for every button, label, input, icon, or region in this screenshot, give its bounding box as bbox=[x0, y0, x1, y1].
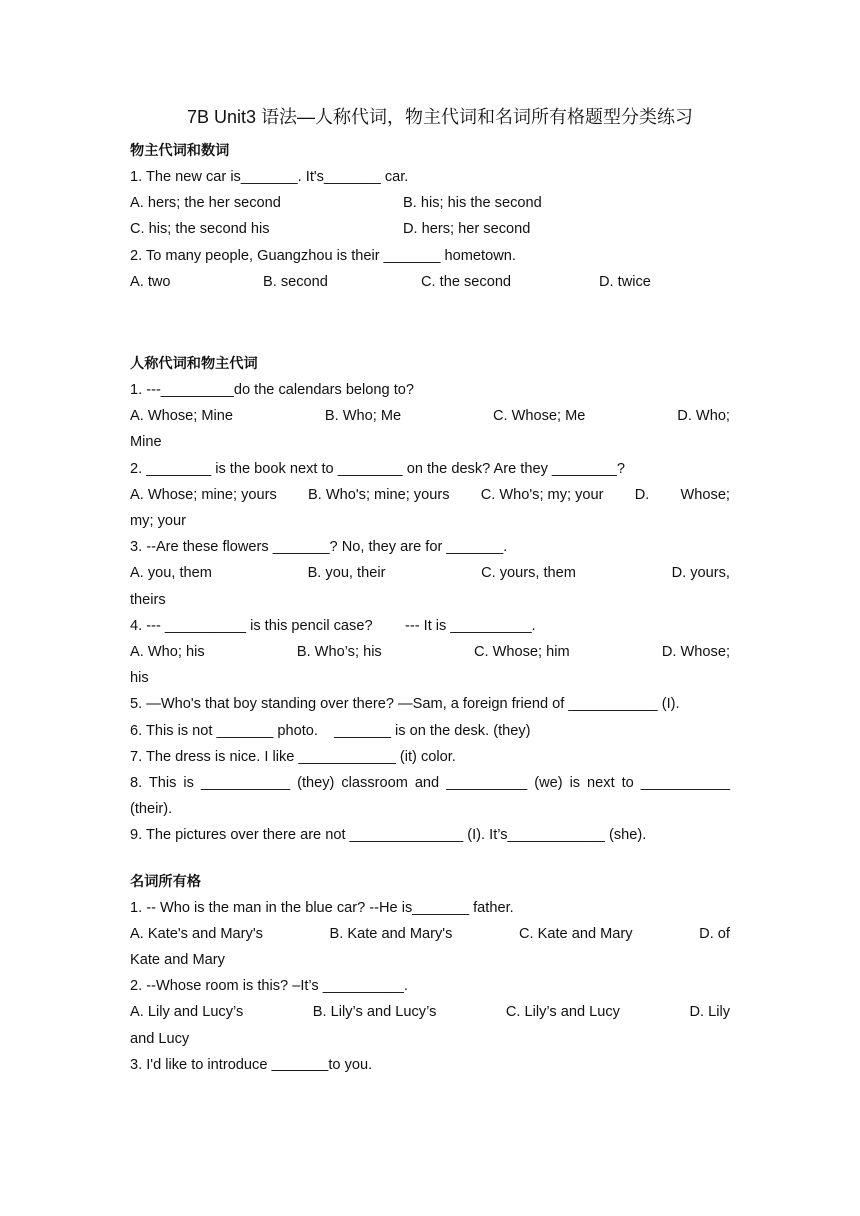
option-a: A. Lily and Lucy’s bbox=[130, 1004, 244, 1021]
option-c: C. Lily’s and Lucy bbox=[505, 1004, 620, 1021]
options-row bbox=[130, 269, 730, 295]
spacer bbox=[130, 295, 730, 351]
option-d: D. of bbox=[699, 925, 730, 942]
spacer bbox=[130, 849, 730, 869]
answer-blank[interactable]: _______ bbox=[271, 1056, 329, 1073]
page-title: 7B Unit3 语法—人称代词，物主代词和名词所有格题型分类练习 bbox=[186, 107, 694, 127]
option-a: A. Whose; Mine bbox=[130, 408, 234, 425]
option-c: C. Whose; him bbox=[473, 644, 570, 660]
question-text bbox=[130, 1052, 730, 1078]
option-d-text: Whose; bbox=[680, 486, 730, 503]
question-text: 2. To many people, Guangzhou is their _______ hometown. bbox=[130, 247, 516, 264]
option-b: B. Who’s; his bbox=[296, 644, 382, 660]
option-d: D. Lily bbox=[689, 1004, 730, 1021]
section-heading-noun-possessive: 名词所有格 bbox=[130, 873, 201, 890]
option-a: A. hers; the her second bbox=[130, 195, 281, 212]
options-row bbox=[130, 999, 730, 1025]
option-a: A. Kate's and Mary's bbox=[130, 925, 263, 942]
question-text: 5. —Who's that boy standing over there? —Sam, a foreign friend of ___________ (I). bbox=[130, 696, 680, 713]
question-text-start: 3. I'd like to introduce bbox=[130, 1056, 272, 1073]
option-b: B. second bbox=[263, 273, 328, 290]
option-b: B. Lily’s and Lucy’s bbox=[312, 1004, 437, 1021]
options-row bbox=[130, 560, 730, 586]
options-row bbox=[130, 190, 730, 216]
option-d: D. twice bbox=[599, 273, 651, 290]
option-continuation: Mine bbox=[130, 434, 162, 451]
question-text: 6. This is not _______ photo. _______ is on the desk. (they) bbox=[130, 722, 531, 739]
option-b: B. Who; Me bbox=[324, 408, 402, 425]
option-b: B. his; his the second bbox=[403, 195, 542, 212]
question-text: 2. --Whose room is this? –It’s __________. bbox=[130, 978, 408, 995]
option-a: A. Whose; mine; yours bbox=[130, 486, 277, 503]
question-text: 1. The new car is_______. It's_______ car. bbox=[130, 169, 409, 185]
options-row bbox=[130, 403, 730, 429]
options-row bbox=[130, 482, 730, 508]
option-b: B. you, their bbox=[307, 565, 386, 582]
options-row bbox=[130, 921, 730, 947]
question-text: 2. ________ is the book next to ________ on the desk? Are they ________? bbox=[130, 460, 625, 477]
option-c: C. Whose; Me bbox=[492, 408, 586, 425]
option-a: A. you, them bbox=[130, 565, 212, 582]
option-d: D. yours, bbox=[671, 565, 730, 582]
option-a: A. Who; his bbox=[130, 644, 205, 660]
option-continuation: his bbox=[130, 670, 149, 687]
question-text: 9. The pictures over there are not ______________ (I). It’s____________ (she). bbox=[130, 827, 647, 844]
option-c: C. Kate and Mary bbox=[518, 925, 633, 942]
option-continuation: theirs bbox=[130, 591, 166, 608]
option-a: A. two bbox=[130, 273, 171, 290]
section-heading-possessive-numerals: 物主代词和数词 bbox=[130, 143, 230, 159]
option-c: C. his; the second his bbox=[130, 221, 270, 238]
option-b: B. Who's; mine; yours bbox=[308, 486, 450, 503]
section-heading-pronouns: 人称代词和物主代词 bbox=[130, 355, 258, 372]
option-d: D. Who; bbox=[677, 408, 730, 425]
option-d: D. bbox=[634, 486, 650, 503]
question-text: 3. --Are these flowers _______? No, they are for _______. bbox=[130, 539, 508, 556]
question-text: 1. ---_________do the calendars belong to? bbox=[130, 381, 414, 398]
question-text: 1. -- Who is the man in the blue car? --He is_______ father. bbox=[130, 899, 514, 916]
question-text: 4. --- __________ is this pencil case? --- It is __________. bbox=[130, 617, 536, 634]
options-row bbox=[130, 639, 730, 665]
option-d: D. Whose; bbox=[661, 644, 730, 660]
option-c: C. Who's; my; your bbox=[480, 486, 604, 503]
options-row bbox=[130, 216, 730, 242]
option-c: C. yours, them bbox=[481, 565, 576, 582]
option-continuation: my; your bbox=[130, 512, 186, 529]
option-continuation: Kate and Mary bbox=[130, 952, 225, 969]
option-d: D. hers; her second bbox=[403, 221, 531, 238]
question-text: 8. This is ___________ (they) classroom and __________ (we) is next to ___________ (their). bbox=[130, 775, 730, 818]
worksheet-page bbox=[130, 102, 730, 1078]
question-text-end: to you. bbox=[328, 1056, 373, 1073]
question-text: 7. The dress is nice. I like ____________ (it) color. bbox=[130, 748, 456, 765]
option-c: C. the second bbox=[421, 273, 512, 290]
option-continuation: and Lucy bbox=[130, 1030, 190, 1047]
option-b: B. Kate and Mary's bbox=[329, 925, 453, 942]
